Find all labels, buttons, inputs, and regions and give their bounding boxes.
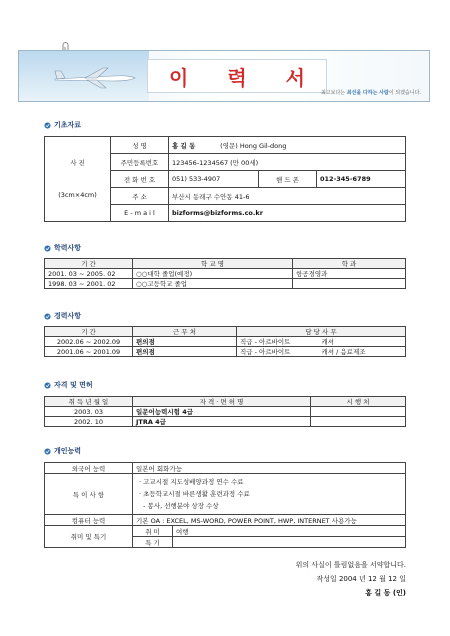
bullet-icon xyxy=(44,313,51,320)
slogan xyxy=(321,89,421,96)
bullet-icon xyxy=(44,245,51,252)
special-label: 특 이 사 항 xyxy=(45,474,133,515)
edu-school: ○○대학 졸업(예정) xyxy=(133,269,293,279)
career-period: 2002.06 ~ 2002.09 xyxy=(45,337,133,347)
edu-major xyxy=(293,279,406,289)
cert-header-issuer: 시 행 처 xyxy=(311,397,406,407)
talent-value xyxy=(173,537,406,548)
edu-header-school: 학 교 명 xyxy=(133,259,293,269)
name-value xyxy=(169,137,406,154)
name-label: 성 명 xyxy=(111,137,169,154)
cert-header-name: 자 격 · 면 허 명 xyxy=(133,397,311,407)
career-header-duty: 담 당 사 무 xyxy=(237,327,406,337)
career-period: 2001.06 ~ 2001.09 xyxy=(45,347,133,357)
photo-label: 사 진 xyxy=(70,159,85,167)
section-heading-basic xyxy=(44,120,81,130)
career-rank: 직급 - 아르바이트 xyxy=(237,337,319,347)
list-item: · 고교시절 지도성배양과정 연수 수료 xyxy=(139,478,244,486)
address-value: 부산시 동래구 수안동 41-6 xyxy=(169,188,406,205)
section-heading-career xyxy=(44,311,81,321)
section-heading-education xyxy=(44,243,81,253)
document-title: 이 력 서 xyxy=(169,65,321,90)
oath-text: 위의 사실이 틀림없음을 서약합니다. xyxy=(295,561,406,569)
cert-header-date: 취 득 년 월 일 xyxy=(45,397,133,407)
edu-header-period: 기 간 xyxy=(45,259,133,269)
edu-major: 항공경영과 xyxy=(293,269,406,279)
address-label: 주 소 xyxy=(111,188,169,205)
cert-issuer xyxy=(311,407,406,417)
table-row xyxy=(45,269,406,279)
table-row xyxy=(45,407,406,417)
id-value: 123456-1234567 (만 00세) xyxy=(169,154,406,171)
table-row xyxy=(45,279,406,289)
ability-table xyxy=(44,462,406,548)
section-title: 기초자료 xyxy=(54,121,82,129)
bullet-icon xyxy=(44,382,51,389)
education-table xyxy=(44,258,406,289)
name-korean: 홍 길 동 xyxy=(172,141,196,150)
phone-value: 051) 533-4907 xyxy=(169,171,259,188)
special-list xyxy=(133,474,406,515)
edu-period: 2001. 03 ~ 2005. 02 xyxy=(45,269,133,279)
table-row xyxy=(45,417,406,427)
bullet-icon xyxy=(44,448,51,455)
cert-date: 2003. 03 xyxy=(45,407,133,417)
edu-period: 1998. 03 ~ 2001. 02 xyxy=(45,279,133,289)
airplane-icon xyxy=(53,67,137,89)
career-workplace: 편의점 xyxy=(133,347,237,357)
edu-school: ○○고등학교 졸업 xyxy=(133,279,293,289)
basic-info-table xyxy=(44,136,406,222)
lang-label: 외국어 능력 xyxy=(45,463,133,474)
slogan-post: 이 되겠습니다. xyxy=(388,90,421,96)
hobby-value: 여행 xyxy=(173,526,406,537)
career-header-workplace: 근 무 처 xyxy=(133,327,237,337)
cert-name: JTRA 4급 xyxy=(133,417,311,427)
mobile-value: 012-345-6789 xyxy=(317,171,406,188)
career-table xyxy=(44,326,406,357)
slogan-pre: 최고보다는 xyxy=(320,90,347,96)
section-title: 개인능력 xyxy=(54,447,82,455)
bullet-icon xyxy=(44,122,51,129)
table-row xyxy=(45,337,406,347)
title-box xyxy=(147,59,327,93)
list-item: · 초등학교시절 바른생활 훈련과정 수료 xyxy=(139,490,250,498)
slogan-emphasis: 최선을 다하는 사람 xyxy=(346,90,389,96)
section-title: 자격 및 면허 xyxy=(54,381,93,389)
photo-size: (3cm×4cm) xyxy=(58,191,97,199)
certificates-table xyxy=(44,396,406,427)
section-heading-ability xyxy=(44,446,81,456)
mobile-label: 핸 드 폰 xyxy=(259,171,317,188)
edu-header-major: 학 과 xyxy=(293,259,406,269)
hobby-label: 취미 및 특기 xyxy=(45,526,133,548)
signature-line: 홍 길 동 (인) xyxy=(365,589,406,597)
computer-value: 기본 OA : EXCEL, MS-WORD, POWER POINT, HWP, INTERNET 사용가능 xyxy=(133,515,406,526)
career-header-period: 기 간 xyxy=(45,327,133,337)
written-date: 작성일 2004 년 12 월 12 일 xyxy=(316,575,406,583)
lang-value: 일본어 회화가능 xyxy=(133,463,406,474)
table-row xyxy=(45,347,406,357)
header-banner xyxy=(18,50,430,102)
cert-name: 일문어능력시험 4급 xyxy=(133,407,311,417)
computer-label: 컴퓨터 능력 xyxy=(45,515,133,526)
id-label: 주민등록번호 xyxy=(111,154,169,171)
talent-sub-label: 특 기 xyxy=(133,537,173,548)
list-item: - 봉사, 선행분야 상장 수상 xyxy=(139,502,219,510)
section-heading-certificates xyxy=(44,380,93,390)
career-rank: 직급 - 아르바이트 xyxy=(237,347,319,357)
name-english: (영문) Hong Gil-dong xyxy=(220,141,287,150)
career-duty: 캐셔 xyxy=(319,337,406,347)
hobby-sub-label: 취 미 xyxy=(133,526,173,537)
phone-label: 전 화 번 호 xyxy=(111,171,169,188)
cert-issuer xyxy=(311,417,406,427)
section-title: 학력사항 xyxy=(54,244,82,252)
career-workplace: 편의점 xyxy=(133,337,237,347)
section-title: 경력사항 xyxy=(54,312,82,320)
cert-date: 2002. 10 xyxy=(45,417,133,427)
email-label: E - m a i l xyxy=(111,205,169,222)
career-duty: 캐셔 / 음료제조 xyxy=(319,347,406,357)
photo-placeholder xyxy=(45,137,111,222)
email-value: bizforms@bizforms.co.kr xyxy=(169,205,406,222)
